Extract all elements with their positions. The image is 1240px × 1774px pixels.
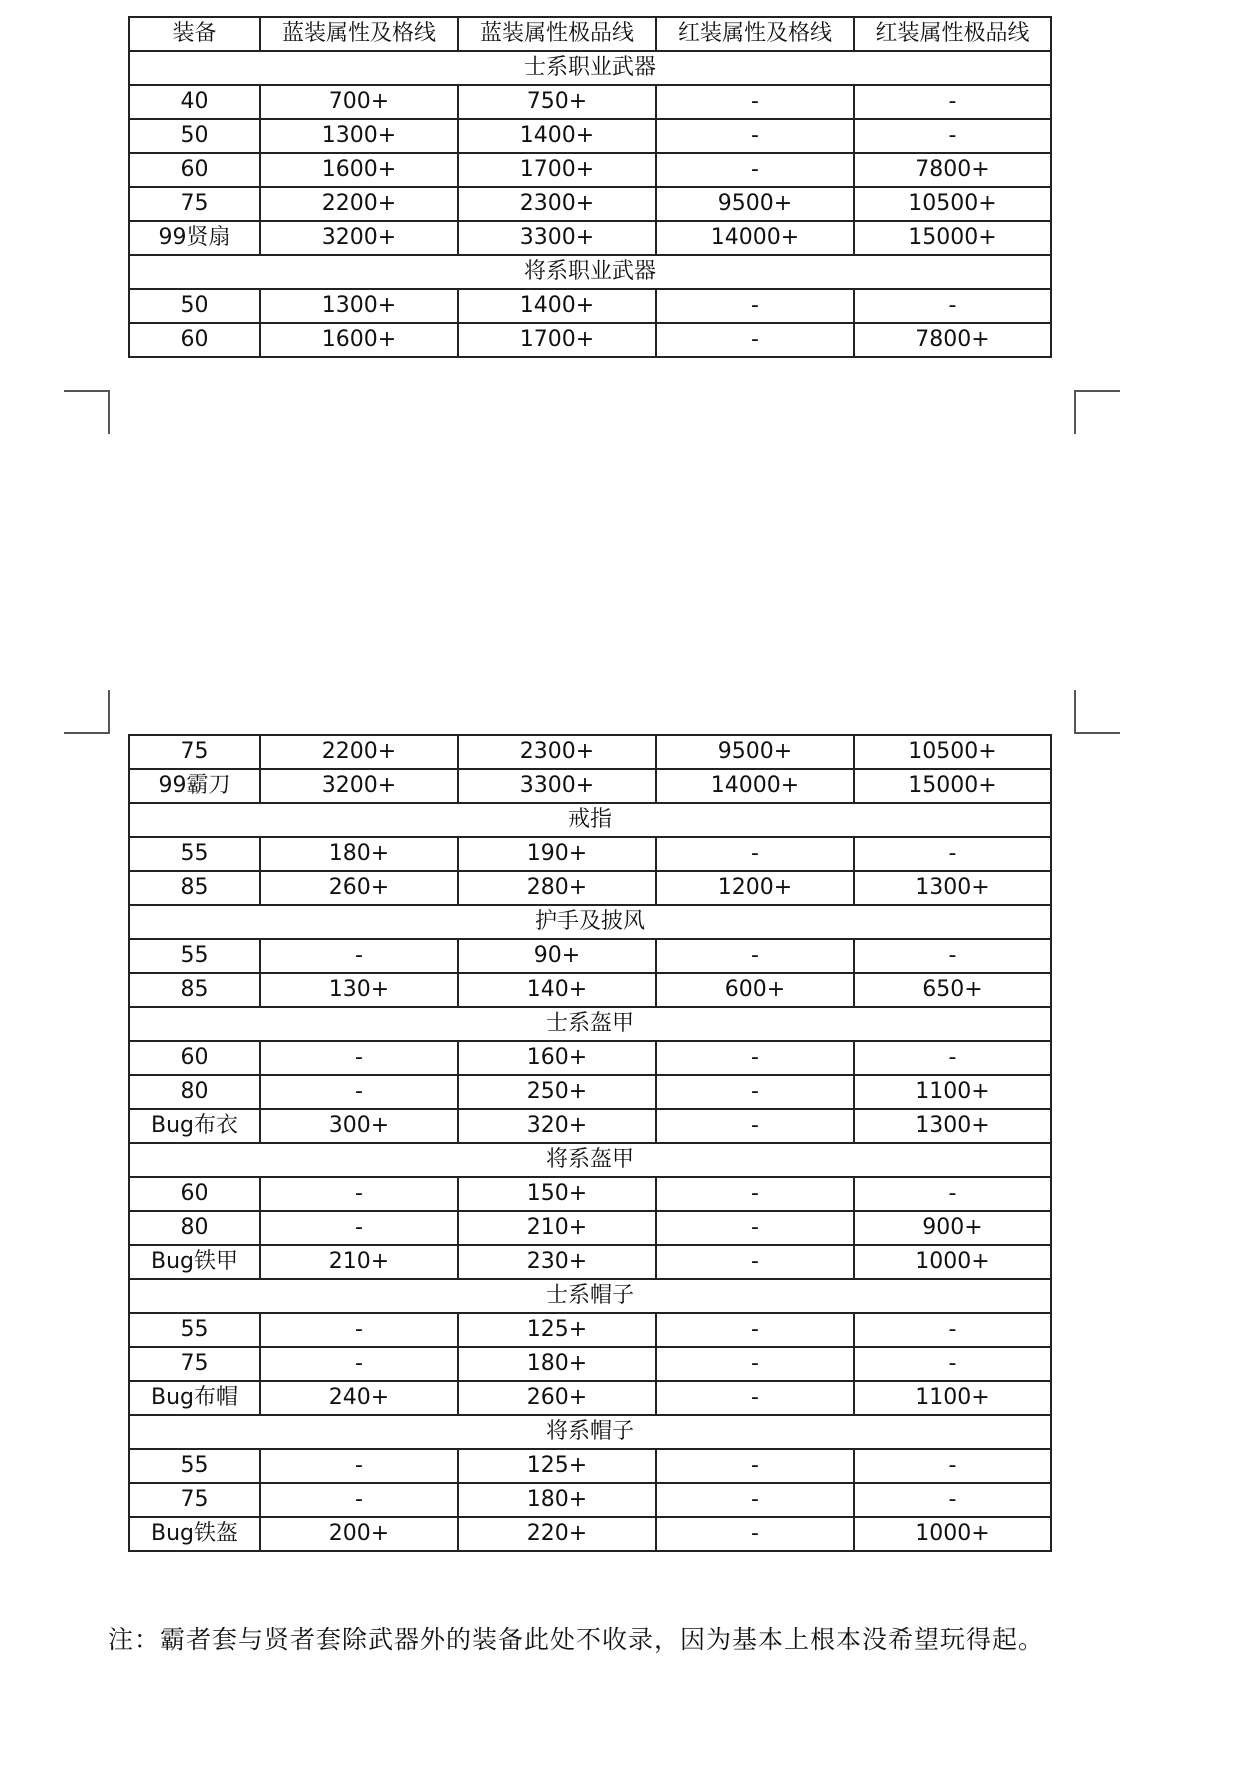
table-cell: -	[854, 1483, 1051, 1517]
section-title: 士系帽子	[129, 1279, 1051, 1313]
table-cell: -	[854, 1041, 1051, 1075]
table-row	[129, 973, 1051, 1007]
section-title: 士系职业武器	[129, 51, 1051, 85]
table-cell: 7800+	[854, 323, 1051, 357]
table-cell: 260+	[260, 871, 458, 905]
table-cell: 280+	[458, 871, 656, 905]
page-corner-mark	[1074, 690, 1120, 734]
table-row	[129, 1245, 1051, 1279]
table-cell: -	[656, 1313, 854, 1347]
equipment-level-cell: 60	[129, 153, 260, 187]
table-row	[129, 1211, 1051, 1245]
table-cell: 2200+	[260, 735, 458, 769]
table-cell: -	[656, 153, 854, 187]
table-row	[129, 323, 1051, 357]
section-row	[129, 51, 1051, 85]
table-cell: -	[854, 837, 1051, 871]
table-cell: 160+	[458, 1041, 656, 1075]
equipment-level-cell: 60	[129, 1041, 260, 1075]
table-row	[129, 939, 1051, 973]
table-cell: 250+	[458, 1075, 656, 1109]
table-row	[129, 153, 1051, 187]
table-cell: 2300+	[458, 187, 656, 221]
table-cell: 9500+	[656, 735, 854, 769]
table-cell: 90+	[458, 939, 656, 973]
table-row	[129, 119, 1051, 153]
equipment-level-cell: 60	[129, 1177, 260, 1211]
table-cell: 125+	[458, 1313, 656, 1347]
table-cell: -	[260, 1211, 458, 1245]
table-cell: 1300+	[854, 1109, 1051, 1143]
section-row	[129, 255, 1051, 289]
table-cell: 230+	[458, 1245, 656, 1279]
table-body	[129, 735, 1051, 1551]
equipment-level-cell: 60	[129, 323, 260, 357]
equipment-level-cell: 55	[129, 837, 260, 871]
table-cell: 150+	[458, 1177, 656, 1211]
table-cell: 700+	[260, 85, 458, 119]
table-cell: 900+	[854, 1211, 1051, 1245]
table-cell: 180+	[260, 837, 458, 871]
table-cell: -	[854, 1177, 1051, 1211]
table-cell: -	[656, 837, 854, 871]
table-cell: 15000+	[854, 221, 1051, 255]
table-cell: -	[260, 1347, 458, 1381]
table-cell: 10500+	[854, 187, 1051, 221]
equipment-level-cell: 85	[129, 973, 260, 1007]
table-row	[129, 85, 1051, 119]
section-row	[129, 1279, 1051, 1313]
table-row	[129, 871, 1051, 905]
table-cell: -	[656, 939, 854, 973]
section-row	[129, 1007, 1051, 1041]
table-row	[129, 735, 1051, 769]
table-cell: 15000+	[854, 769, 1051, 803]
section-title: 士系盔甲	[129, 1007, 1051, 1041]
table-row	[129, 1381, 1051, 1415]
equipment-level-cell: 55	[129, 939, 260, 973]
table-cell: 130+	[260, 973, 458, 1007]
equipment-level-cell: 80	[129, 1211, 260, 1245]
table-cell: 210+	[260, 1245, 458, 1279]
equipment-level-cell: Bug铁盔	[129, 1517, 260, 1551]
table-row	[129, 1041, 1051, 1075]
table-cell: 1000+	[854, 1245, 1051, 1279]
table-cell: -	[854, 939, 1051, 973]
footnote: 注：霸者套与贤者套除武器外的装备此处不收录，因为基本上根本没希望玩得起。	[108, 1625, 1045, 1654]
column-header: 装备	[129, 17, 260, 51]
equipment-level-cell: 55	[129, 1449, 260, 1483]
table-body	[129, 51, 1051, 357]
table-cell: -	[656, 323, 854, 357]
equipment-level-cell: 75	[129, 187, 260, 221]
table-cell: 1100+	[854, 1075, 1051, 1109]
table-cell: 190+	[458, 837, 656, 871]
page-corner-mark	[1074, 390, 1120, 434]
table-cell: 1700+	[458, 153, 656, 187]
table-cell: -	[656, 289, 854, 323]
table-cell: 1000+	[854, 1517, 1051, 1551]
header-row	[129, 17, 1051, 51]
table-cell: -	[260, 1075, 458, 1109]
table-cell: 1400+	[458, 289, 656, 323]
equipment-level-cell: 75	[129, 1483, 260, 1517]
table-row	[129, 837, 1051, 871]
table-row	[129, 1517, 1051, 1551]
equipment-level-cell: 40	[129, 85, 260, 119]
table-cell: -	[656, 1177, 854, 1211]
table-cell: 7800+	[854, 153, 1051, 187]
table-cell: 750+	[458, 85, 656, 119]
table-cell: -	[854, 1313, 1051, 1347]
table-cell: -	[656, 1449, 854, 1483]
table-cell: 320+	[458, 1109, 656, 1143]
table-cell: 125+	[458, 1449, 656, 1483]
table-cell: 1200+	[656, 871, 854, 905]
table-row	[129, 1449, 1051, 1483]
column-header: 红装属性及格线	[656, 17, 854, 51]
table-row	[129, 1109, 1051, 1143]
equipment-level-cell: 50	[129, 289, 260, 323]
section-title: 护手及披风	[129, 905, 1051, 939]
column-header: 红装属性极品线	[854, 17, 1051, 51]
table-cell: -	[260, 1313, 458, 1347]
table-row	[129, 221, 1051, 255]
equipment-level-cell: 55	[129, 1313, 260, 1347]
table-cell: -	[260, 939, 458, 973]
table-cell: 200+	[260, 1517, 458, 1551]
equipment-table-part-2	[128, 734, 1052, 1552]
equipment-level-cell: 99贤扇	[129, 221, 260, 255]
table-cell: -	[656, 1347, 854, 1381]
table-cell: -	[656, 1075, 854, 1109]
section-row	[129, 803, 1051, 837]
table-cell: 240+	[260, 1381, 458, 1415]
table-cell: 1600+	[260, 153, 458, 187]
table-cell: 650+	[854, 973, 1051, 1007]
table-cell: 260+	[458, 1381, 656, 1415]
table-cell: 180+	[458, 1483, 656, 1517]
table-cell: 3300+	[458, 769, 656, 803]
section-title: 将系职业武器	[129, 255, 1051, 289]
table-cell: 3200+	[260, 769, 458, 803]
table-cell: 210+	[458, 1211, 656, 1245]
table-cell: 3200+	[260, 221, 458, 255]
page-corner-mark	[64, 390, 110, 434]
table-row	[129, 1347, 1051, 1381]
table-cell: 1700+	[458, 323, 656, 357]
table-cell: -	[656, 119, 854, 153]
column-header: 蓝装属性及格线	[260, 17, 458, 51]
section-title: 将系帽子	[129, 1415, 1051, 1449]
table-cell: -	[260, 1041, 458, 1075]
table-cell: 140+	[458, 973, 656, 1007]
equipment-table-part-1	[128, 16, 1052, 358]
page-corner-mark	[64, 690, 110, 734]
equipment-level-cell: 99霸刀	[129, 769, 260, 803]
section-row	[129, 1415, 1051, 1449]
table-row	[129, 187, 1051, 221]
column-header: 蓝装属性极品线	[458, 17, 656, 51]
table-cell: -	[656, 1109, 854, 1143]
equipment-level-cell: Bug布衣	[129, 1109, 260, 1143]
table-cell: 1300+	[854, 871, 1051, 905]
table-cell: 1600+	[260, 323, 458, 357]
table-cell: 220+	[458, 1517, 656, 1551]
table-cell: -	[260, 1449, 458, 1483]
table-cell: 2200+	[260, 187, 458, 221]
table-cell: -	[656, 1245, 854, 1279]
table-cell: -	[656, 1483, 854, 1517]
section-title: 将系盔甲	[129, 1143, 1051, 1177]
table-row	[129, 1177, 1051, 1211]
table-cell: 1300+	[260, 119, 458, 153]
table-row	[129, 289, 1051, 323]
table-cell: 1100+	[854, 1381, 1051, 1415]
table-cell: -	[656, 1517, 854, 1551]
equipment-level-cell: Bug布帽	[129, 1381, 260, 1415]
table-cell: 14000+	[656, 769, 854, 803]
table-cell: -	[656, 85, 854, 119]
equipment-level-cell: 75	[129, 1347, 260, 1381]
table-row	[129, 1313, 1051, 1347]
table-cell: 300+	[260, 1109, 458, 1143]
table-cell: -	[656, 1041, 854, 1075]
table-cell: 9500+	[656, 187, 854, 221]
table-cell: 1400+	[458, 119, 656, 153]
table-cell: 2300+	[458, 735, 656, 769]
equipment-level-cell: 75	[129, 735, 260, 769]
table-cell: -	[854, 1347, 1051, 1381]
table-row	[129, 1483, 1051, 1517]
equipment-level-cell: Bug铁甲	[129, 1245, 260, 1279]
table-cell: 10500+	[854, 735, 1051, 769]
table-cell: -	[854, 1449, 1051, 1483]
section-row	[129, 905, 1051, 939]
table-row	[129, 769, 1051, 803]
table-cell: 600+	[656, 973, 854, 1007]
table-cell: 1300+	[260, 289, 458, 323]
equipment-level-cell: 50	[129, 119, 260, 153]
table-cell: -	[656, 1211, 854, 1245]
table-cell: -	[854, 119, 1051, 153]
section-row	[129, 1143, 1051, 1177]
table-cell: 3300+	[458, 221, 656, 255]
table-cell: -	[854, 289, 1051, 323]
table-cell: -	[260, 1177, 458, 1211]
table-cell: -	[656, 1381, 854, 1415]
table-cell: 180+	[458, 1347, 656, 1381]
equipment-level-cell: 85	[129, 871, 260, 905]
table-cell: 14000+	[656, 221, 854, 255]
section-title: 戒指	[129, 803, 1051, 837]
table-cell: -	[260, 1483, 458, 1517]
equipment-level-cell: 80	[129, 1075, 260, 1109]
table-row	[129, 1075, 1051, 1109]
table-cell: -	[854, 85, 1051, 119]
